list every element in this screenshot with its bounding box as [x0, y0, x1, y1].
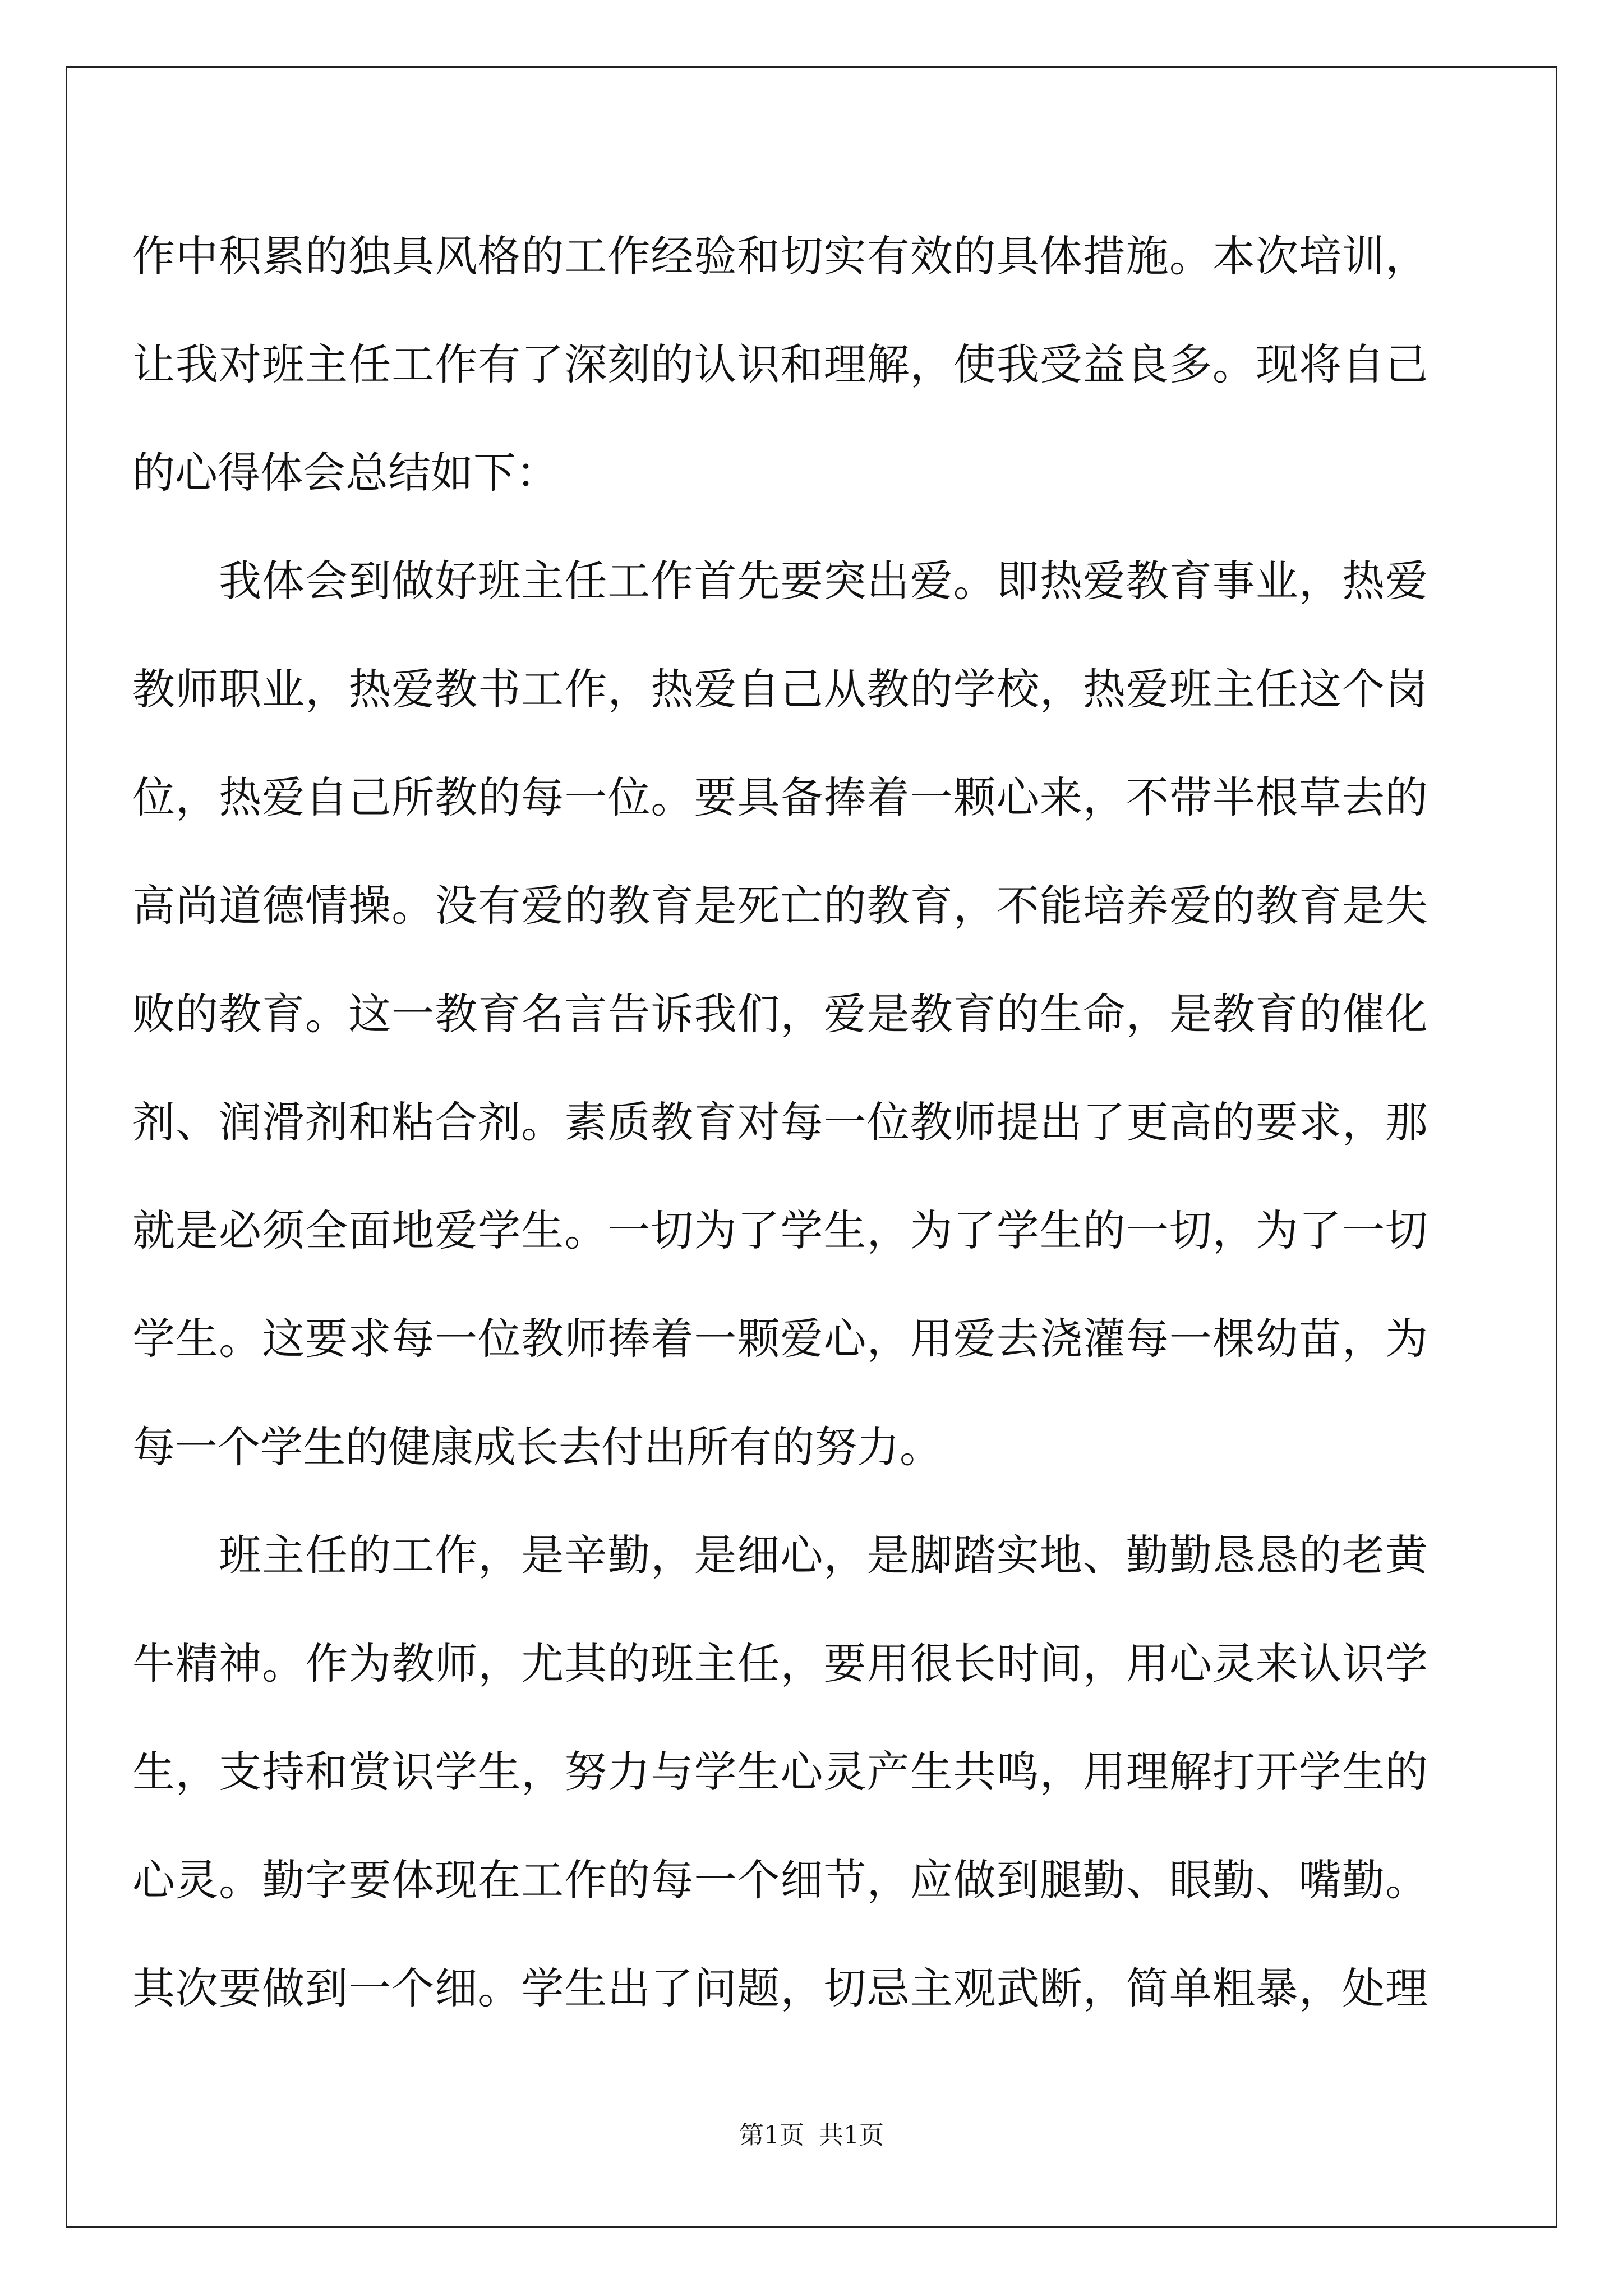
text-line: 每一个学生的健康成长去付出所有的努力。 — [132, 1422, 942, 1472]
text-line: 其次要做到一个细。学生出了问题，切忌主观武断，简单粗暴，处理 — [132, 1963, 1428, 2013]
text-line: 牛精神。作为教师，尤其的班主任，要用很长时间，用心灵来认识学 — [132, 1639, 1428, 1688]
text-line: 班主任的工作，是辛勤，是细心，是脚踏实地、勤勤恳恳的老黄 — [219, 1530, 1428, 1580]
text-line: 生，支持和赏识学生，努力与学生心灵产生共鸣，用理解打开学生的 — [132, 1747, 1428, 1797]
text-line: 我体会到做好班主任工作首先要突出爱。即热爱教育事业，热爱 — [219, 556, 1428, 606]
page-number: 第1页 — [739, 2121, 804, 2150]
text-line: 作中积累的独具风格的工作经验和切实有效的具体措施。本次培训， — [132, 231, 1428, 281]
text-line: 让我对班主任工作有了深刻的认识和理解，使我受益良多。现将自己 — [132, 339, 1428, 389]
text-line: 败的教育。这一教育名言告诉我们，爱是教育的生命，是教育的催化 — [132, 989, 1428, 1039]
text-line: 高尚道德情操。没有爱的教育是死亡的教育，不能培养爱的教育是失 — [132, 881, 1428, 931]
text-line: 剂、润滑剂和粘合剂。素质教育对每一位教师提出了更高的要求，那 — [132, 1097, 1428, 1147]
page-total: 共1页 — [819, 2121, 884, 2150]
text-line: 就是必须全面地爱学生。一切为了学生，为了学生的一切，为了一切 — [132, 1205, 1428, 1255]
text-line: 的心得体会总结如下： — [132, 448, 559, 498]
document-body — [132, 202, 1428, 2042]
text-line: 教师职业，热爱教书工作，热爱自己从教的学校，热爱班主任这个岗 — [132, 664, 1428, 714]
text-line: 心灵。勤字要体现在工作的每一个细节，应做到腿勤、眼勤、嘴勤。 — [132, 1855, 1428, 1905]
text-line: 学生。这要求每一位教师捧着一颗爱心，用爱去浇灌每一棵幼苗，为 — [132, 1314, 1428, 1364]
text-line: 位，热爱自己所教的每一位。要具备捧着一颗心来，不带半根草去的 — [132, 772, 1428, 822]
page-footer — [0, 2115, 1623, 2151]
